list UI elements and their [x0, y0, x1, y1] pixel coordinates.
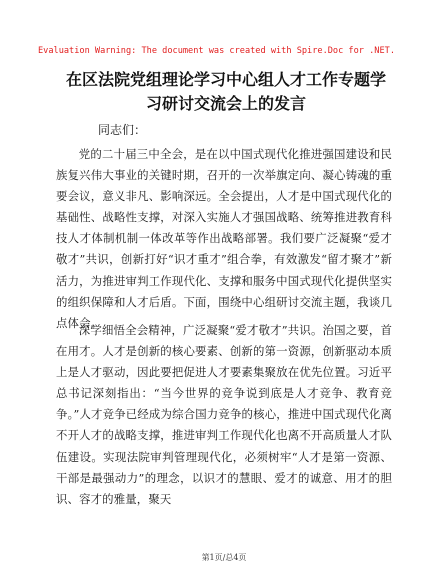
title-line-2: 习研讨交流会上的发言	[145, 94, 306, 113]
document-title	[56, 68, 396, 116]
greeting: 同志们：	[98, 123, 147, 137]
paragraph-2: 深学细悟全会精神，广泛凝聚“爱才敬才”共识。治国之要，首在用才。人才是创新的核心要素、创新的第一资源，创新驱动本质上是人才驱动，因此要把促进人才要素集聚放在优先位置。习近平总书记深刻指出：“当今世界的竞争说到底是人才竞争、教育竞争。”人才竞争已经成为综合国力竞争的核心，推进中国式现代化离不开人才的战略支撑，推进审判工作现代化也离不开高质量人才队伍建设。实现法院审判管理现代化，必须树牢“人才是第一资源、干部是最强动力”的理念，以识才的慧眼、爱才的诚意、用才的胆识、容才的雅量，聚天	[56, 323, 392, 506]
paragraph-1: 党的二十届三中全会，是在以中国式现代化推进强国建设和民族复兴伟大事业的关键时期，召开的一次举旗定向、凝心铸魂的重要会议，意义非凡、影响深远。全会提出，人才是中国式现代化的基础性、战略性支撑，对深入实施人才强国战略、统筹推进教育科技人才体制机制一体改革等作出战略部署。我们要广泛凝聚“爱才敬才”共识，创新打好“识才重才”组合拳，有效激发“留才聚才”新活力，为推进审判工作现代化、支撑和服务中国式现代化提供坚实的组织保障和人才后盾。下面，围绕中心组研讨交流主题，我谈几点体会。	[56, 147, 392, 330]
evaluation-warning: Evaluation Warning: The document was created with Spire.Doc for .NET.	[38, 46, 395, 56]
title-line-1: 在区法院党组理论学习中心组人才工作专题学	[65, 70, 386, 89]
page-number-footer: 第1页/总4页	[201, 553, 247, 562]
